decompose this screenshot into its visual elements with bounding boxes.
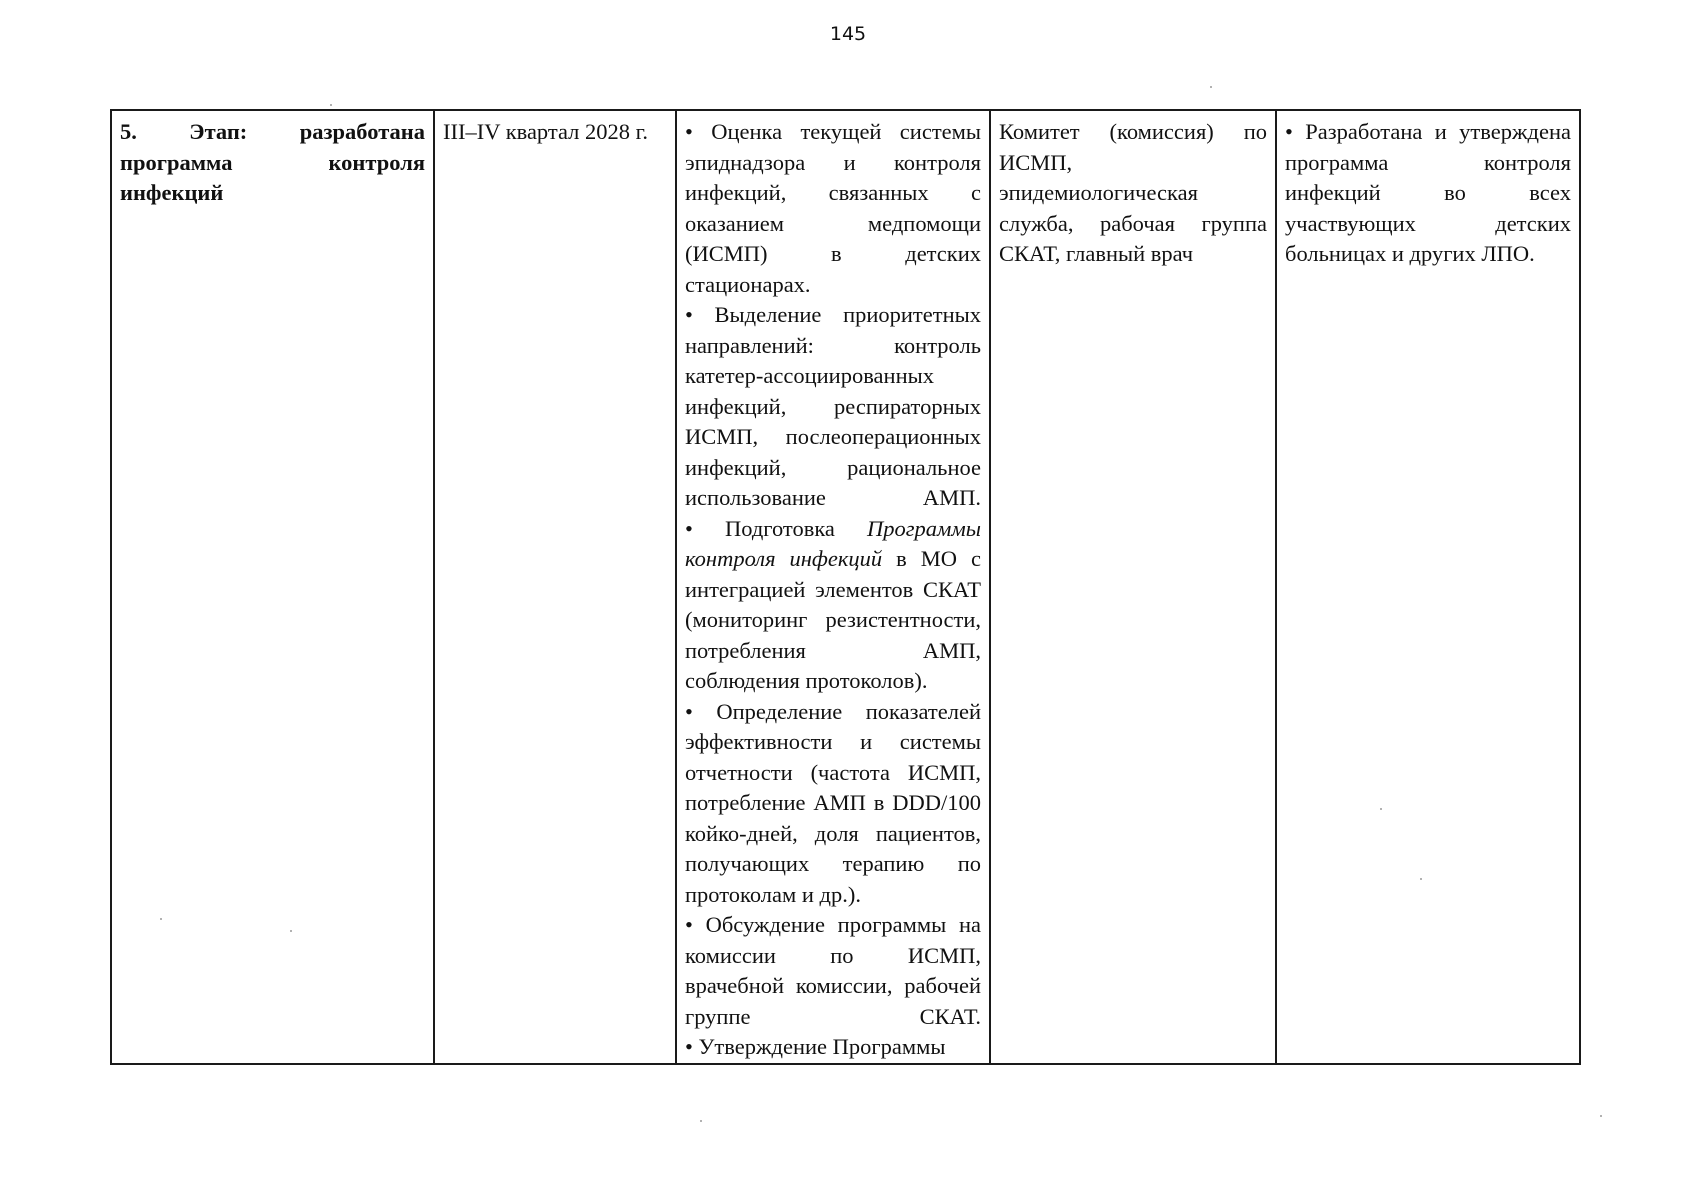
result-text: • Разработана и утверждена программа контроля инфекций во всех участвующих детских больницах и других ЛПО.	[1285, 119, 1571, 266]
plan-table	[110, 109, 1581, 1065]
responsible-cell	[990, 110, 1276, 1064]
action-item: • Выделение приоритетных направлений: контроль катетер-ассоциированных инфекций, респираторных ИСМП, послеоперационных инфекций, рациональное использование АМП.	[685, 302, 981, 510]
action-item: • Оценка текущей системы эпиднадзора и контроля инфекций, связанных с оказанием медпомощи (ИСМП) в детских стационарах.	[685, 119, 981, 297]
scan-speck	[700, 1120, 702, 1122]
responsible-text: Комитет (комиссия) по ИСМП, эпидемиологическая служба, рабочая группа СКАТ, главный врач	[999, 119, 1267, 266]
page-number: 145	[829, 23, 867, 45]
stage-cell	[111, 110, 434, 1064]
scan-speck	[1380, 808, 1382, 810]
actions-cell	[676, 110, 990, 1064]
scan-speck	[1210, 86, 1212, 88]
scan-speck	[1420, 878, 1422, 880]
table-row	[111, 110, 1580, 1064]
period-text: III–IV квартал 2028 г.	[443, 119, 648, 144]
scan-speck	[290, 930, 292, 932]
scan-speck	[1600, 1115, 1602, 1117]
scan-speck	[330, 104, 332, 106]
result-cell	[1276, 110, 1580, 1064]
action-item: • Утверждение Программы	[685, 1034, 946, 1059]
scan-speck	[160, 918, 162, 920]
program-title-italic: Программы контроля инфекций	[685, 515, 981, 571]
action-item	[685, 514, 981, 697]
action-item: • Определение показателей эффективности и системы отчетности (частота ИСМП, потребление АМП в DDD/100 койко-дней, доля пациентов, получающих терапию по протоколам и др.).	[685, 698, 981, 907]
period-cell	[434, 110, 676, 1064]
action-item: • Обсуждение программы на комиссии по ИСМП, врачебной комиссии, рабочей группе СКАТ.	[685, 912, 981, 1029]
stage-title: 5. Этап: разработана программа контроля инфекций	[120, 119, 425, 205]
action-prefix: • Подготовка	[685, 515, 868, 541]
action-suffix: в МО с интеграцией элементов СКАТ (мониторинг резистентности, потребления АМП, соблюдения протоколов).	[685, 546, 981, 693]
